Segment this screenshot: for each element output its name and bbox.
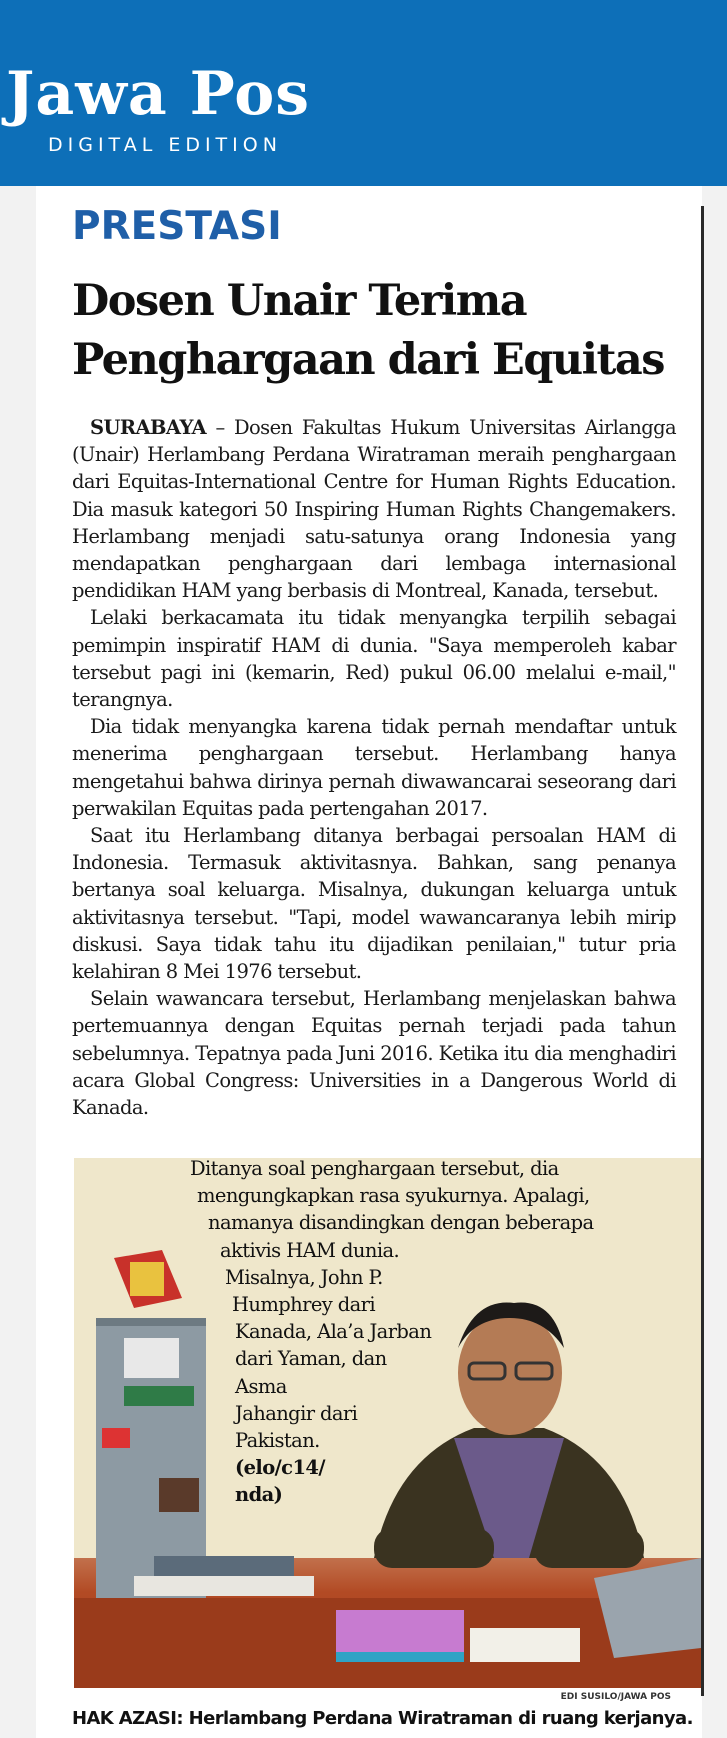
wrap-line: Asma bbox=[235, 1374, 287, 1398]
column-rule bbox=[701, 206, 704, 1696]
wrap-line: mengungkapkan rasa syukurnya. Apalagi, bbox=[197, 1184, 590, 1208]
photo-credit: EDI SUSILO/JAWA POS bbox=[560, 1692, 671, 1702]
paragraph-2: Lelaki berkacamata itu tidak menyangka terpilih sebagai pemimpin inspiratif HAM di dunia. "Saya memperoleh kabar tersebut pagi ini (kemarin, Red) pukul 06.00 melalui e-mail," terangnya. bbox=[72, 606, 676, 712]
paragraph-1: SURABAYA – Dosen Fakultas Hukum Universitas Airlangga (Unair) Herlambang Perdana Wiratraman meraih penghargaan dari Equitas-International Centre for Human Rights Education. Dia masuk kategori 50 Inspiring Human Rights Changemakers. Herlambang menjadi satu-satunya orang Indonesia yang mendapatkan penghargaan dari lembaga internasional pendidikan HAM yang berbasis di Montreal, Kanada, tersebut. bbox=[72, 416, 676, 603]
wrap-line: aktivis HAM dunia. bbox=[220, 1238, 400, 1262]
wrap-line: Misalnya, John P. bbox=[225, 1265, 383, 1289]
wrap-line: nda) bbox=[235, 1483, 283, 1507]
wrap-line: Humphrey dari bbox=[232, 1293, 376, 1317]
photo-wrap-text bbox=[190, 1155, 690, 1509]
edition-label: DIGITAL EDITION bbox=[48, 134, 282, 156]
wrap-line: Pakistan. bbox=[235, 1429, 320, 1453]
article-headline: Dosen Unair Terima Penghargaan dari Equitas bbox=[72, 276, 664, 385]
section-kicker: PRESTASI bbox=[72, 204, 282, 249]
wrap-line: dari Yaman, dan bbox=[235, 1347, 387, 1371]
wrap-line: Ditanya soal penghargaan tersebut, dia bbox=[190, 1157, 559, 1180]
dateline: SURABAYA bbox=[90, 416, 207, 439]
masthead bbox=[0, 0, 727, 186]
paragraph-4: Saat itu Herlambang ditanya berbagai persoalan HAM di Indonesia. Termasuk aktivitasnya. Bahkan, sang penanya bertanya soal keluarga. Misalnya, dukungan keluarga untuk aktivitasnya tersebut. "Tapi, model wawancaranya lebih mirip diskusi. Saya tidak tahu itu dijadikan penilaian," tutur pria kelahiran 8 Mei 1976 tersebut. bbox=[72, 824, 676, 984]
photo-caption: HAK AZASI: Herlambang Perdana Wiratraman di ruang kerjanya. bbox=[72, 1708, 693, 1729]
wrap-line: namanya disandingkan dengan beberapa bbox=[208, 1211, 594, 1235]
wrap-line: (elo/c14/ bbox=[235, 1456, 325, 1480]
paragraph-3: Dia tidak menyangka karena tidak pernah mendaftar untuk menerima penghargaan tersebut. Herlambang hanya mengetahui bahwa dirinya pernah diwawancarai seseorang dari perwakilan Equitas pada pertengahan 2017. bbox=[72, 715, 676, 820]
paragraph-5: Selain wawancara tersebut, Herlambang menjelaskan bahwa pertemuannya dengan Equitas pernah terjadi pada tahun sebelumnya. Tepatnya pada Juni 2016. Ketika itu dia menghadiri acara Global Congress: Universities in a Dangerous World di Kanada. bbox=[72, 987, 676, 1120]
wrap-line: Jahangir dari bbox=[235, 1401, 358, 1425]
brand-logo: Jawa Pos bbox=[6, 59, 310, 129]
wrap-line: Kanada, Ala’a Jarban bbox=[235, 1320, 432, 1344]
article-body bbox=[72, 414, 676, 1121]
